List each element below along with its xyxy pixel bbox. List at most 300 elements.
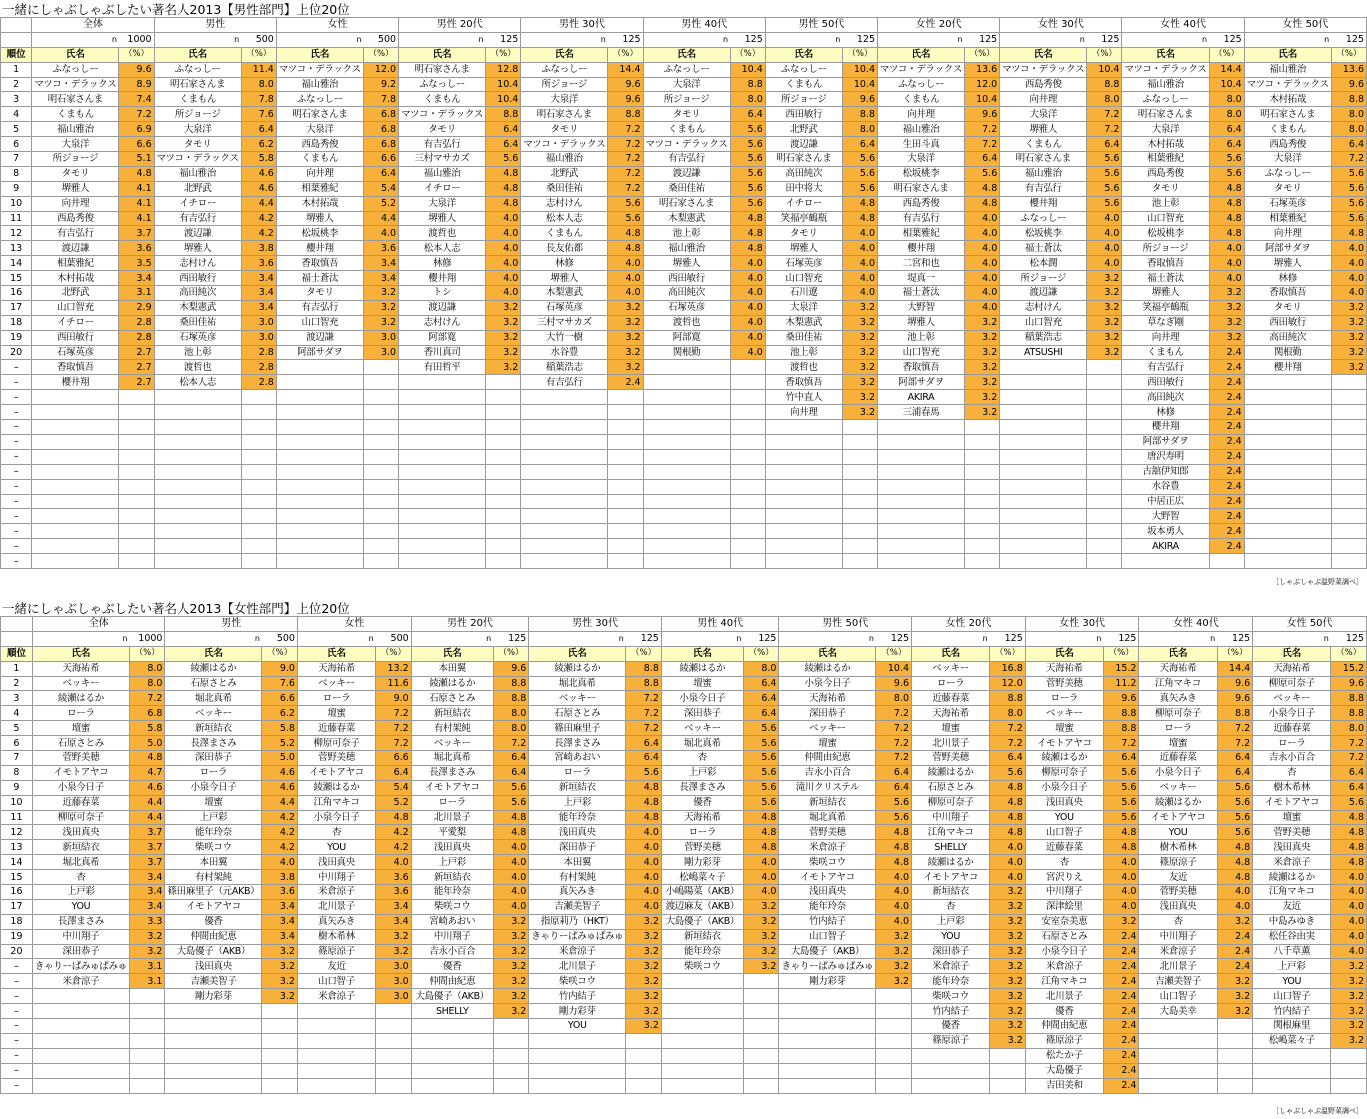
- name-cell: 所ジョージ: [32, 152, 119, 167]
- percent-cell: 3.6: [363, 241, 398, 256]
- percent-cell: 10.4: [730, 62, 765, 77]
- percent-cell: [262, 1063, 298, 1078]
- percent-cell: 9.6: [1103, 691, 1139, 706]
- percent-cell: 8.0: [1209, 92, 1244, 107]
- name-cell: 綾瀬はるか: [297, 780, 375, 795]
- rank-cell: 1: [1, 62, 32, 77]
- name-cell: 吉永小百合: [411, 944, 493, 959]
- percent-cell: 4.0: [965, 211, 1000, 226]
- name-cell: 優香: [165, 914, 262, 929]
- name-cell: [1139, 1063, 1217, 1078]
- percent-cell: [262, 1078, 298, 1093]
- name-cell: [399, 420, 486, 435]
- percent-cell: [1087, 405, 1122, 420]
- n-value: 500: [376, 631, 412, 646]
- percent-cell: 3.2: [842, 345, 877, 360]
- rank-cell: 11: [1, 810, 33, 825]
- name-cell: [32, 390, 119, 405]
- percent-cell: [1217, 1033, 1253, 1048]
- name-cell: 杏: [32, 870, 129, 885]
- name-cell: 北川景子: [912, 736, 990, 751]
- name-cell: 米倉涼子: [912, 959, 990, 974]
- percent-cell: 4.0: [730, 271, 765, 286]
- name-cell: 笑福亭鶴瓶: [1122, 300, 1209, 315]
- percent-cell: [1331, 420, 1366, 435]
- name-cell: 向井理: [1244, 226, 1331, 241]
- percent-cell: 6.4: [990, 751, 1026, 766]
- name-cell: 松たか子: [1025, 1048, 1103, 1063]
- name-cell: 明石家さんま: [399, 62, 486, 77]
- section-title: 一緒にしゃぶしゃぶしたい著名人2013【男性部門】上位20位: [2, 2, 350, 17]
- name-cell: 菅野美穂: [912, 751, 990, 766]
- name-cell: 優香: [912, 1019, 990, 1034]
- name-cell: 福士蒼汰: [1000, 241, 1087, 256]
- name-cell: [765, 449, 842, 464]
- name-cell: 竹内結子: [1253, 1004, 1331, 1019]
- name-cell: [779, 989, 876, 1004]
- name-cell: [765, 509, 842, 524]
- name-cell: 福山雅治: [154, 166, 241, 181]
- name-cell: 菅野美穂: [297, 751, 375, 766]
- table-row: [1, 870, 1367, 885]
- percent-cell: 4.4: [363, 211, 398, 226]
- percent-cell: 3.2: [743, 929, 779, 944]
- percent-cell: 4.8: [1103, 825, 1139, 840]
- name-cell: [276, 375, 363, 390]
- name-header: 氏名: [529, 646, 626, 661]
- name-cell: 杏: [1025, 855, 1103, 870]
- percent-cell: 2.4: [1103, 1063, 1139, 1078]
- name-cell: [643, 405, 730, 420]
- name-cell: タモリ: [399, 122, 486, 137]
- percent-cell: [376, 1048, 412, 1063]
- name-header: 氏名: [276, 47, 363, 62]
- n-value: 125: [876, 631, 912, 646]
- name-cell: [1253, 1078, 1331, 1093]
- name-cell: 菅野美穂: [1025, 676, 1103, 691]
- percent-cell: 4.8: [1217, 840, 1253, 855]
- percent-cell: [241, 554, 276, 569]
- name-cell: [912, 1063, 990, 1078]
- percent-cell: 4.0: [730, 256, 765, 271]
- name-cell: AKIRA: [878, 390, 965, 405]
- n-label: n: [878, 32, 965, 47]
- name-cell: 櫻井翔: [399, 271, 486, 286]
- percent-cell: 15.2: [1103, 661, 1139, 676]
- percent-cell: 4.8: [129, 751, 165, 766]
- name-cell: [643, 449, 730, 464]
- name-cell: 新垣結衣: [411, 706, 493, 721]
- name-cell: [165, 1019, 262, 1034]
- name-cell: 友近: [1253, 899, 1331, 914]
- percent-cell: 3.2: [1217, 1004, 1253, 1019]
- percent-cell: 4.8: [1217, 855, 1253, 870]
- name-cell: 大泉洋: [1244, 152, 1331, 167]
- rank-cell: 18: [1, 315, 32, 330]
- percent-cell: 4.0: [363, 226, 398, 241]
- name-cell: 有村架純: [165, 870, 262, 885]
- percent-cell: [608, 405, 643, 420]
- name-cell: 明石家さんま: [1122, 107, 1209, 122]
- name-cell: ベッキー: [779, 721, 876, 736]
- percent-cell: 2.4: [1209, 509, 1244, 524]
- name-cell: [1244, 524, 1331, 539]
- group-label: 女性 40代: [1122, 18, 1244, 33]
- name-cell: 北川景子: [529, 959, 626, 974]
- name-cell: [878, 554, 965, 569]
- percent-cell: [363, 375, 398, 390]
- name-cell: 堺雅人: [32, 181, 119, 196]
- percent-cell: [743, 989, 779, 1004]
- sample-size-row: [1, 32, 1367, 47]
- percent-cell: 6.4: [493, 751, 529, 766]
- percent-cell: 2.4: [1103, 944, 1139, 959]
- rank-cell: 10: [1, 196, 32, 211]
- percent-cell: 14.4: [1209, 62, 1244, 77]
- percent-cell: 14.4: [1217, 661, 1253, 676]
- name-cell: 上戸彩: [32, 885, 129, 900]
- percent-cell: [1217, 1048, 1253, 1063]
- percent-cell: 4.0: [743, 885, 779, 900]
- percent-cell: [486, 509, 521, 524]
- percent-cell: 4.6: [262, 765, 298, 780]
- percent-cell: [626, 1063, 662, 1078]
- percent-cell: 7.2: [1217, 736, 1253, 751]
- name-cell: 有吉弘行: [276, 300, 363, 315]
- percent-cell: 6.4: [1331, 137, 1366, 152]
- name-cell: 壇蜜: [1253, 810, 1331, 825]
- percent-cell: [119, 420, 154, 435]
- group-label: 女性 40代: [1139, 617, 1253, 632]
- percent-cell: [1087, 479, 1122, 494]
- name-cell: 明石家さんま: [154, 77, 241, 92]
- name-cell: 明石家さんま: [1000, 152, 1087, 167]
- name-cell: [399, 390, 486, 405]
- percent-cell: 3.2: [990, 929, 1026, 944]
- percent-header: （%）: [626, 646, 662, 661]
- name-cell: 福士蒼汰: [878, 286, 965, 301]
- percent-cell: 3.2: [990, 899, 1026, 914]
- name-cell: 江角マキコ: [1139, 676, 1217, 691]
- group-label: 男性: [165, 617, 298, 632]
- name-cell: [1000, 524, 1087, 539]
- name-cell: [411, 1078, 493, 1093]
- name-cell: [399, 509, 486, 524]
- percent-cell: [241, 434, 276, 449]
- name-cell: 松坂桃李: [276, 226, 363, 241]
- name-cell: 小泉今日子: [1139, 765, 1217, 780]
- name-cell: くまもん: [1122, 345, 1209, 360]
- name-cell: 香取慎吾: [765, 375, 842, 390]
- percent-cell: 4.0: [1217, 885, 1253, 900]
- name-cell: [529, 1063, 626, 1078]
- name-cell: 綾瀬はるか: [32, 691, 129, 706]
- percent-cell: 3.4: [376, 899, 412, 914]
- name-cell: [154, 479, 241, 494]
- name-cell: 新垣結衣: [912, 885, 990, 900]
- percent-cell: [1331, 554, 1366, 569]
- rank-cell: 8: [1, 166, 32, 181]
- percent-cell: 3.2: [376, 929, 412, 944]
- percent-cell: 8.8: [626, 661, 662, 676]
- percent-cell: 4.8: [119, 166, 154, 181]
- name-cell: 吉瀬美智子: [1139, 974, 1217, 989]
- name-cell: 有吉弘行: [521, 375, 608, 390]
- percent-cell: 7.8: [241, 92, 276, 107]
- percent-cell: 4.0: [486, 226, 521, 241]
- name-cell: 八千草薫: [1253, 944, 1331, 959]
- name-cell: 林修: [1122, 405, 1209, 420]
- percent-cell: 3.2: [990, 944, 1026, 959]
- name-cell: 明石家さんま: [878, 181, 965, 196]
- percent-cell: [119, 464, 154, 479]
- name-cell: ふなっしー: [276, 92, 363, 107]
- percent-cell: 3.2: [626, 944, 662, 959]
- percent-cell: 2.4: [1103, 1033, 1139, 1048]
- table-row: [1, 211, 1367, 226]
- percent-cell: 8.0: [730, 92, 765, 107]
- name-cell: [32, 420, 119, 435]
- name-cell: 仲間由紀恵: [165, 929, 262, 944]
- percent-cell: 5.6: [876, 810, 912, 825]
- percent-cell: [1331, 464, 1366, 479]
- name-cell: 阿部サダヲ: [878, 375, 965, 390]
- name-cell: 阿部サダヲ: [276, 345, 363, 360]
- percent-cell: 6.9: [119, 122, 154, 137]
- name-cell: 大島優子（AKB）: [779, 944, 876, 959]
- percent-cell: [363, 390, 398, 405]
- name-cell: 能年玲奈: [529, 810, 626, 825]
- percent-cell: 2.4: [608, 375, 643, 390]
- name-cell: [529, 1033, 626, 1048]
- name-cell: 山口智充: [765, 271, 842, 286]
- name-cell: マツコ・デラックス: [154, 152, 241, 167]
- group-label: 男性 20代: [399, 18, 521, 33]
- percent-cell: [1087, 375, 1122, 390]
- percent-cell: 5.6: [876, 795, 912, 810]
- percent-cell: 7.2: [608, 122, 643, 137]
- percent-cell: 3.2: [876, 974, 912, 989]
- name-cell: 壇蜜: [1025, 721, 1103, 736]
- percent-cell: 3.2: [842, 375, 877, 390]
- name-cell: [521, 420, 608, 435]
- table-row: [1, 152, 1367, 167]
- percent-cell: 3.2: [1209, 300, 1244, 315]
- name-cell: [276, 449, 363, 464]
- name-cell: ふなっしー: [154, 62, 241, 77]
- name-cell: 向井理: [1122, 330, 1209, 345]
- rank-cell: 2: [1, 676, 33, 691]
- percent-cell: 5.6: [1087, 181, 1122, 196]
- name-cell: [521, 524, 608, 539]
- name-cell: YOU: [912, 929, 990, 944]
- name-header: 氏名: [643, 47, 730, 62]
- percent-cell: 3.2: [363, 315, 398, 330]
- name-cell: [276, 420, 363, 435]
- name-cell: 所ジョージ: [1122, 241, 1209, 256]
- percent-cell: [730, 479, 765, 494]
- percent-cell: 4.0: [876, 914, 912, 929]
- name-cell: [1244, 479, 1331, 494]
- name-cell: 石塚英彦: [32, 345, 119, 360]
- percent-cell: 4.2: [241, 226, 276, 241]
- percent-cell: 5.2: [376, 795, 412, 810]
- name-cell: 綾瀬はるか: [1025, 751, 1103, 766]
- n-label: n: [1025, 631, 1103, 646]
- percent-cell: [1217, 1019, 1253, 1034]
- name-cell: 天海祐希: [912, 706, 990, 721]
- name-cell: 吉永小百合: [1253, 751, 1331, 766]
- name-cell: イモトアヤコ: [912, 870, 990, 885]
- name-cell: 山口智子: [1253, 989, 1331, 1004]
- percent-cell: 4.8: [1209, 196, 1244, 211]
- percent-cell: 7.2: [1331, 152, 1366, 167]
- name-header: 氏名: [1025, 646, 1103, 661]
- name-cell: [297, 1078, 375, 1093]
- name-cell: イモトアヤコ: [1139, 810, 1217, 825]
- name-cell: [154, 420, 241, 435]
- name-cell: 櫻井翔: [1244, 360, 1331, 375]
- name-cell: 松嶋菜々子: [661, 870, 743, 885]
- percent-cell: 3.4: [262, 914, 298, 929]
- percent-cell: 7.2: [608, 166, 643, 181]
- table-row: [1, 330, 1367, 345]
- n-value: 125: [1331, 631, 1367, 646]
- name-cell: [765, 554, 842, 569]
- percent-cell: 3.2: [990, 914, 1026, 929]
- table-row: [1, 1019, 1367, 1034]
- percent-cell: 5.6: [1331, 181, 1366, 196]
- name-cell: 宮崎あおい: [529, 751, 626, 766]
- name-cell: 深田恭子: [165, 751, 262, 766]
- name-cell: 樹木希林: [1253, 780, 1331, 795]
- name-cell: [779, 1004, 876, 1019]
- n-label: n: [1139, 631, 1217, 646]
- percent-cell: [965, 539, 1000, 554]
- name-cell: 松嶋菜々子: [1253, 1033, 1331, 1048]
- percent-cell: 4.0: [626, 825, 662, 840]
- percent-cell: 4.0: [493, 885, 529, 900]
- table-row: [1, 286, 1367, 301]
- name-cell: 木村拓哉: [1244, 92, 1331, 107]
- rank-cell: 16: [1, 885, 33, 900]
- percent-cell: 4.0: [1331, 929, 1367, 944]
- name-cell: 北川景子: [1025, 989, 1103, 1004]
- name-cell: マツコ・デラックス: [1244, 77, 1331, 92]
- name-cell: [297, 1063, 375, 1078]
- name-cell: 木梨憲武: [765, 315, 842, 330]
- n-label: n: [399, 32, 486, 47]
- name-cell: 福山雅治: [521, 152, 608, 167]
- table-row: [1, 780, 1367, 795]
- name-cell: 優香: [1025, 1004, 1103, 1019]
- percent-cell: 4.0: [486, 271, 521, 286]
- percent-cell: 3.4: [129, 870, 165, 885]
- percent-cell: [965, 479, 1000, 494]
- name-cell: ローラ: [1025, 691, 1103, 706]
- percent-cell: [608, 524, 643, 539]
- percent-cell: 9.6: [876, 676, 912, 691]
- name-cell: [878, 464, 965, 479]
- name-cell: [878, 434, 965, 449]
- percent-cell: 6.2: [241, 137, 276, 152]
- percent-cell: 3.0: [241, 330, 276, 345]
- percent-cell: [1331, 539, 1366, 554]
- percent-cell: [119, 405, 154, 420]
- percent-cell: [743, 1033, 779, 1048]
- table-row: [1, 107, 1367, 122]
- percent-cell: [486, 494, 521, 509]
- name-cell: [1122, 554, 1209, 569]
- percent-cell: 5.6: [1331, 196, 1366, 211]
- name-cell: 唐沢寿明: [1122, 449, 1209, 464]
- name-cell: 所ジョージ: [1000, 271, 1087, 286]
- percent-cell: [842, 464, 877, 479]
- percent-cell: 3.2: [493, 929, 529, 944]
- percent-cell: 7.2: [376, 721, 412, 736]
- name-cell: [399, 405, 486, 420]
- percent-cell: 3.2: [486, 345, 521, 360]
- percent-cell: 6.4: [1217, 765, 1253, 780]
- name-cell: [1244, 554, 1331, 569]
- percent-cell: 3.2: [965, 330, 1000, 345]
- percent-cell: 3.2: [1331, 1004, 1367, 1019]
- name-cell: 上戸彩: [912, 914, 990, 929]
- percent-cell: 4.0: [1331, 271, 1366, 286]
- name-cell: ローラ: [297, 691, 375, 706]
- table-row: [1, 509, 1367, 524]
- group-label: 女性 50代: [1244, 18, 1366, 33]
- group-label: 男性 30代: [529, 617, 662, 632]
- rank-cell: 13: [1, 241, 32, 256]
- name-cell: [878, 524, 965, 539]
- name-cell: 綾瀬はるか: [411, 676, 493, 691]
- group-label: 女性 50代: [1253, 617, 1367, 632]
- name-cell: [521, 539, 608, 554]
- name-header: 氏名: [661, 646, 743, 661]
- name-cell: [529, 1048, 626, 1063]
- name-cell: YOU: [32, 899, 129, 914]
- percent-cell: 7.2: [626, 691, 662, 706]
- percent-cell: 3.2: [1331, 1033, 1367, 1048]
- name-cell: 浅田真央: [165, 959, 262, 974]
- percent-cell: 3.2: [493, 944, 529, 959]
- name-cell: 上戸彩: [529, 795, 626, 810]
- percent-cell: 5.6: [1331, 211, 1366, 226]
- percent-cell: 3.2: [486, 300, 521, 315]
- percent-cell: 4.0: [730, 345, 765, 360]
- name-cell: 米倉涼子: [32, 974, 129, 989]
- name-cell: [32, 539, 119, 554]
- name-cell: 桑田佳祐: [765, 330, 842, 345]
- percent-cell: 4.8: [990, 825, 1026, 840]
- name-cell: 堺雅人: [399, 211, 486, 226]
- name-cell: 関根麻里: [1253, 1019, 1331, 1034]
- percent-cell: 4.0: [842, 256, 877, 271]
- name-cell: くまもん: [1244, 122, 1331, 137]
- percent-cell: 8.8: [990, 691, 1026, 706]
- name-cell: ベッキー: [912, 661, 990, 676]
- percent-cell: 6.4: [1331, 780, 1367, 795]
- percent-cell: 3.2: [493, 989, 529, 1004]
- percent-cell: 4.0: [626, 855, 662, 870]
- name-cell: 吉瀬美智子: [165, 974, 262, 989]
- percent-cell: 5.6: [1331, 795, 1367, 810]
- name-cell: 大島優子: [1025, 1063, 1103, 1078]
- table-row: [1, 77, 1367, 92]
- name-cell: [154, 405, 241, 420]
- percent-cell: 5.6: [743, 751, 779, 766]
